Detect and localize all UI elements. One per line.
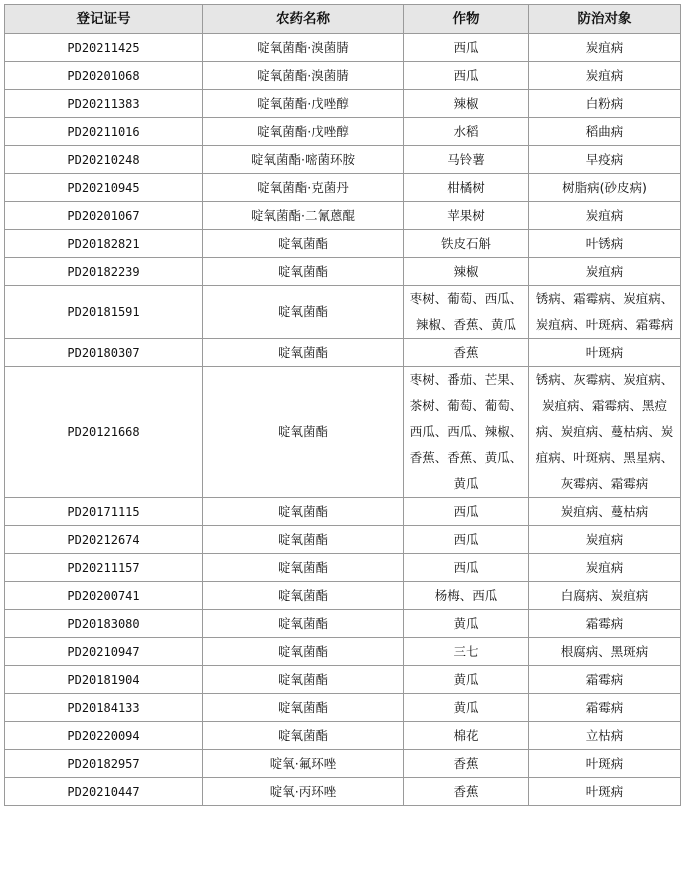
crop-cell: 辣椒 [404, 90, 529, 118]
target-cell: 锈病、霜霉病、炭疽病、炭疽病、叶斑病、霜霉病 [529, 286, 681, 339]
crop-cell: 枣树、番茄、芒果、茶树、葡萄、葡萄、西瓜、西瓜、辣椒、香蕉、香蕉、黄瓜、黄瓜 [404, 367, 529, 498]
reg-no-cell: PD20200741 [5, 582, 203, 610]
pesticide-name-cell: 啶氧菌酯·二氰蒽醌 [203, 202, 404, 230]
reg-no-cell: PD20201067 [5, 202, 203, 230]
registration-table [4, 4, 681, 806]
crop-cell: 苹果树 [404, 202, 529, 230]
reg-no-cell: PD20181591 [5, 286, 203, 339]
reg-no-cell: PD20211425 [5, 34, 203, 62]
pesticide-name-cell: 啶氧菌酯 [203, 610, 404, 638]
target-cell: 叶斑病 [529, 339, 681, 367]
crop-cell: 香蕉 [404, 778, 529, 806]
header-row [5, 5, 681, 34]
target-cell: 炭疽病 [529, 62, 681, 90]
target-cell: 锈病、灰霉病、炭疽病、炭疽病、霜霉病、黑痘病、炭疽病、蔓枯病、炭疽病、叶斑病、黑星病、灰霉病、霜霉病 [529, 367, 681, 498]
reg-no-cell: PD20201068 [5, 62, 203, 90]
pesticide-name-cell: 啶氧菌酯 [203, 722, 404, 750]
crop-cell: 棉花 [404, 722, 529, 750]
pesticide-name-cell: 啶氧菌酯 [203, 498, 404, 526]
table-row [5, 638, 681, 666]
table-row [5, 694, 681, 722]
crop-cell: 西瓜 [404, 554, 529, 582]
table-row [5, 554, 681, 582]
crop-cell: 黄瓜 [404, 694, 529, 722]
header-crop: 作物 [404, 5, 529, 34]
pesticide-name-cell: 啶氧菌酯 [203, 339, 404, 367]
target-cell: 早疫病 [529, 146, 681, 174]
target-cell: 叶斑病 [529, 778, 681, 806]
target-cell: 炭疽病 [529, 34, 681, 62]
pesticide-name-cell: 啶氧菌酯 [203, 367, 404, 498]
reg-no-cell: PD20182239 [5, 258, 203, 286]
target-cell: 炭疽病 [529, 554, 681, 582]
target-cell: 白粉病 [529, 90, 681, 118]
crop-cell: 香蕉 [404, 750, 529, 778]
target-cell: 稻曲病 [529, 118, 681, 146]
table-row [5, 498, 681, 526]
target-cell: 叶锈病 [529, 230, 681, 258]
target-cell: 炭疽病 [529, 258, 681, 286]
crop-cell: 香蕉 [404, 339, 529, 367]
reg-no-cell: PD20182821 [5, 230, 203, 258]
target-cell: 炭疽病 [529, 202, 681, 230]
table-row [5, 286, 681, 339]
target-cell: 立枯病 [529, 722, 681, 750]
reg-no-cell: PD20183080 [5, 610, 203, 638]
reg-no-cell: PD20211383 [5, 90, 203, 118]
target-cell: 叶斑病 [529, 750, 681, 778]
crop-cell: 三七 [404, 638, 529, 666]
table-row [5, 90, 681, 118]
pesticide-name-cell: 啶氧菌酯 [203, 230, 404, 258]
reg-no-cell: PD20210248 [5, 146, 203, 174]
table-row [5, 339, 681, 367]
pesticide-name-cell: 啶氧菌酯 [203, 554, 404, 582]
crop-cell: 西瓜 [404, 526, 529, 554]
pesticide-name-cell: 啶氧菌酯 [203, 694, 404, 722]
crop-cell: 西瓜 [404, 498, 529, 526]
reg-no-cell: PD20220094 [5, 722, 203, 750]
table-row [5, 62, 681, 90]
table-row [5, 174, 681, 202]
reg-no-cell: PD20211157 [5, 554, 203, 582]
reg-no-cell: PD20180307 [5, 339, 203, 367]
table-row [5, 367, 681, 498]
table-row [5, 582, 681, 610]
pesticide-name-cell: 啶氧菌酯·戊唑醇 [203, 90, 404, 118]
crop-cell: 铁皮石斛 [404, 230, 529, 258]
crop-cell: 辣椒 [404, 258, 529, 286]
crop-cell: 水稻 [404, 118, 529, 146]
table-row [5, 526, 681, 554]
crop-cell: 黄瓜 [404, 666, 529, 694]
target-cell: 霜霉病 [529, 666, 681, 694]
table-row [5, 230, 681, 258]
header-pesticide-name: 农药名称 [203, 5, 404, 34]
table-row [5, 610, 681, 638]
pesticide-name-cell: 啶氧菌酯·溴菌腈 [203, 62, 404, 90]
target-cell: 炭疽病 [529, 526, 681, 554]
pesticide-name-cell: 啶氧菌酯 [203, 638, 404, 666]
pesticide-name-cell: 啶氧菌酯·克菌丹 [203, 174, 404, 202]
reg-no-cell: PD20210947 [5, 638, 203, 666]
reg-no-cell: PD20182957 [5, 750, 203, 778]
target-cell: 霜霉病 [529, 694, 681, 722]
reg-no-cell: PD20171115 [5, 498, 203, 526]
crop-cell: 枣树、葡萄、西瓜、辣椒、香蕉、黄瓜 [404, 286, 529, 339]
table-row [5, 202, 681, 230]
table-row [5, 258, 681, 286]
pesticide-name-cell: 啶氧菌酯 [203, 526, 404, 554]
reg-no-cell: PD20211016 [5, 118, 203, 146]
target-cell: 根腐病、黑斑病 [529, 638, 681, 666]
target-cell: 树脂病(砂皮病) [529, 174, 681, 202]
crop-cell: 西瓜 [404, 34, 529, 62]
crop-cell: 黄瓜 [404, 610, 529, 638]
table-body [5, 34, 681, 806]
reg-no-cell: PD20212674 [5, 526, 203, 554]
pesticide-name-cell: 啶氧·丙环唑 [203, 778, 404, 806]
header-target: 防治对象 [529, 5, 681, 34]
table-row [5, 778, 681, 806]
crop-cell: 西瓜 [404, 62, 529, 90]
pesticide-name-cell: 啶氧菌酯·嘧菌环胺 [203, 146, 404, 174]
crop-cell: 杨梅、西瓜 [404, 582, 529, 610]
table-row [5, 118, 681, 146]
pesticide-name-cell: 啶氧菌酯·溴菌腈 [203, 34, 404, 62]
pesticide-name-cell: 啶氧菌酯 [203, 286, 404, 339]
pesticide-name-cell: 啶氧·氟环唑 [203, 750, 404, 778]
pesticide-name-cell: 啶氧菌酯 [203, 666, 404, 694]
reg-no-cell: PD20184133 [5, 694, 203, 722]
table-row [5, 34, 681, 62]
pesticide-name-cell: 啶氧菌酯·戊唑醇 [203, 118, 404, 146]
header-reg-no: 登记证号 [5, 5, 203, 34]
target-cell: 炭疽病、蔓枯病 [529, 498, 681, 526]
table-row [5, 750, 681, 778]
reg-no-cell: PD20210945 [5, 174, 203, 202]
table-row [5, 666, 681, 694]
table-row [5, 146, 681, 174]
pesticide-name-cell: 啶氧菌酯 [203, 258, 404, 286]
crop-cell: 马铃薯 [404, 146, 529, 174]
reg-no-cell: PD20181904 [5, 666, 203, 694]
target-cell: 霜霉病 [529, 610, 681, 638]
reg-no-cell: PD20210447 [5, 778, 203, 806]
pesticide-name-cell: 啶氧菌酯 [203, 582, 404, 610]
table-row [5, 722, 681, 750]
target-cell: 白腐病、炭疽病 [529, 582, 681, 610]
crop-cell: 柑橘树 [404, 174, 529, 202]
reg-no-cell: PD20121668 [5, 367, 203, 498]
